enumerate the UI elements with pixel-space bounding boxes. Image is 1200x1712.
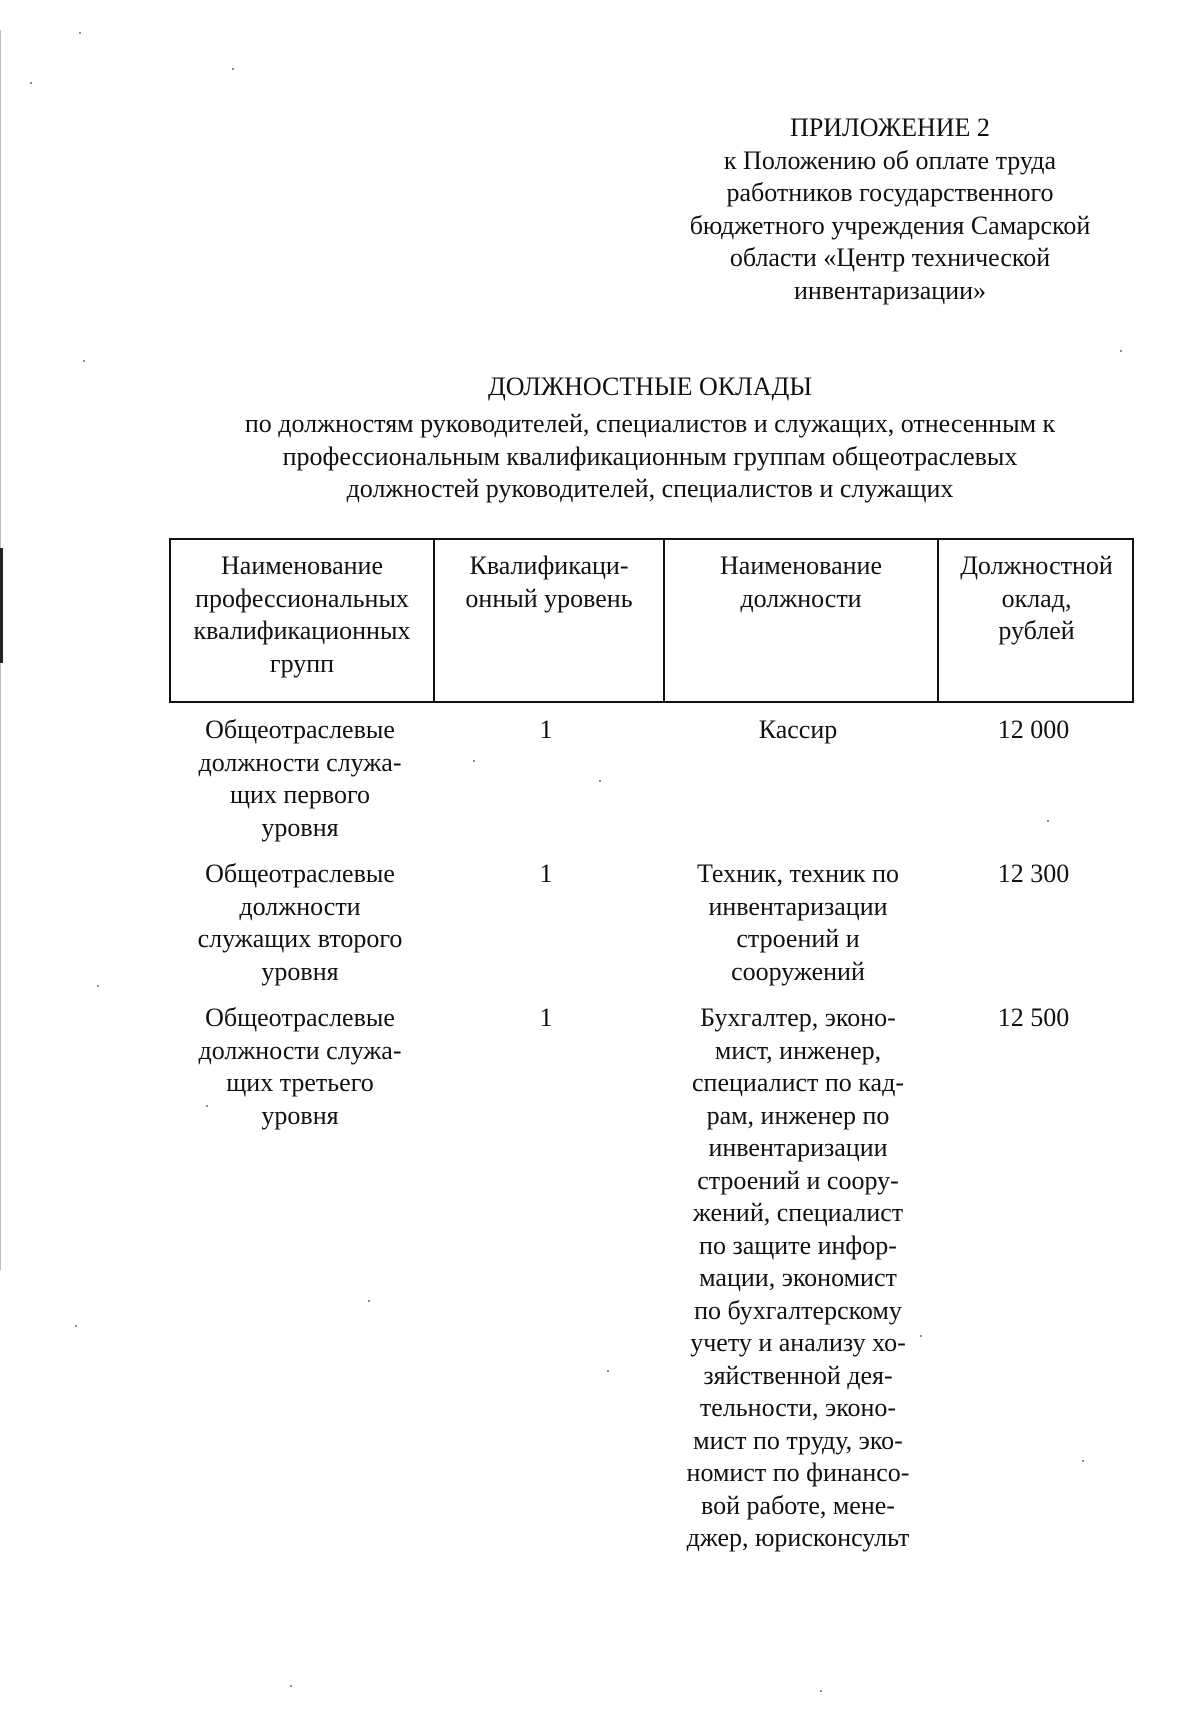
position-text: по защите инфор-	[699, 1230, 897, 1260]
position-text: жений, специалист	[692, 1198, 904, 1227]
scan-speck	[1082, 1460, 1084, 1462]
group-cell	[169, 1002, 431, 1132]
scan-speck	[232, 68, 234, 70]
position-text: специалист по кад-	[692, 1068, 904, 1097]
level-text: 1	[539, 859, 553, 888]
scan-speck	[206, 1105, 208, 1107]
salary-cell	[935, 714, 1132, 747]
position-text: Кассир	[758, 715, 838, 744]
position-text: строений и	[736, 924, 860, 953]
scan-speck	[30, 82, 32, 84]
subtitle-line: должностей руководителей, специалистов и служащих	[346, 474, 954, 503]
position-text: по бухгалтерскому	[694, 1295, 902, 1325]
group-text: Общеотраслевые	[205, 859, 395, 888]
header-text: квалификационных	[193, 616, 411, 645]
position-text: мист по труду, эко-	[693, 1425, 903, 1455]
position-text: строений и соору-	[697, 1165, 899, 1195]
group-text: должности служа-	[198, 747, 402, 777]
position-text: Техник, техник по	[697, 859, 899, 888]
group-text: должности	[239, 891, 361, 921]
header-text: рублей	[998, 616, 1075, 645]
scan-speck	[473, 760, 475, 762]
position-text: инвентаризации	[708, 891, 888, 921]
scan-speck	[920, 1335, 922, 1337]
header-cell-level	[433, 540, 663, 701]
position-text: рам, инженер по	[706, 1100, 890, 1130]
position-text: мист, инженер,	[714, 1035, 882, 1065]
level-text: 1	[539, 1003, 553, 1032]
position-text: учету и анализу хо-	[690, 1328, 906, 1357]
header-text: должности	[740, 583, 862, 613]
scan-speck	[75, 1325, 77, 1327]
subtitle-line: профессиональным квалификационным группам общеотраслевых	[282, 441, 1018, 471]
scan-speck	[607, 1370, 609, 1372]
group-text: уровня	[261, 812, 339, 842]
document-subtitle	[160, 408, 1140, 506]
level-cell	[431, 1002, 661, 1035]
document-title: ДОЛЖНОСТНЫЕ ОКЛАДЫ	[487, 372, 812, 401]
header-text: групп	[269, 648, 335, 678]
salary-cell	[935, 1002, 1132, 1035]
group-text: щих третьего	[226, 1068, 374, 1097]
header-text: онный уровень	[465, 583, 633, 613]
table-header-row	[169, 538, 1134, 703]
header-text: оклад,	[1001, 583, 1072, 613]
scan-speck	[1047, 820, 1049, 822]
group-text: щих первого	[229, 780, 370, 809]
scan-speck	[79, 32, 81, 34]
position-text: Бухгалтер, эконо-	[700, 1003, 896, 1032]
position-text: мации, экономист	[699, 1263, 897, 1292]
group-text: должности служа-	[198, 1035, 402, 1065]
group-text: служащих второго	[197, 924, 403, 953]
group-text: Общеотраслевые	[205, 715, 395, 744]
position-text: инвентаризации	[708, 1133, 888, 1162]
position-cell	[661, 714, 935, 747]
group-cell	[169, 858, 431, 988]
position-text: джер, юрисконсульт	[686, 1523, 910, 1552]
salary-table	[169, 538, 1134, 1552]
scan-speck	[1120, 350, 1122, 352]
position-cell	[661, 858, 935, 988]
level-cell	[431, 714, 661, 747]
salary-text: 12 300	[997, 859, 1070, 888]
header-text: Должностной	[960, 551, 1113, 580]
header-cell-group	[171, 540, 433, 701]
header-text: Наименование	[720, 551, 882, 580]
appendix-line: инвентаризации»	[793, 275, 987, 305]
header-text: Наименование	[221, 551, 383, 580]
scan-speck	[97, 985, 99, 987]
level-text: 1	[539, 715, 553, 744]
header-text: Квалификаци-	[469, 551, 629, 580]
scan-margin-mark	[0, 548, 3, 663]
position-text: вой работе, мене-	[701, 1490, 895, 1520]
group-text: уровня	[261, 1100, 339, 1130]
scan-speck	[368, 1300, 370, 1302]
appendix-line: ПРИЛОЖЕНИЕ 2	[790, 113, 990, 142]
appendix-line: бюджетного учреждения Самарской	[689, 210, 1091, 240]
scan-speck	[820, 1690, 822, 1692]
salary-text: 12 000	[997, 715, 1070, 744]
position-text: номист по финансо-	[686, 1458, 910, 1487]
scan-speck	[599, 780, 601, 782]
appendix-line: работников государственного	[726, 178, 1054, 207]
appendix-line: к Положению об оплате труда	[723, 145, 1057, 175]
position-text: зяйственной дея-	[703, 1360, 893, 1390]
salary-cell	[935, 858, 1132, 891]
header-cell-position	[663, 540, 937, 701]
appendix-header	[640, 112, 1140, 307]
group-text: уровня	[261, 956, 339, 986]
scan-speck	[83, 360, 85, 362]
appendix-line: области «Центр технической	[729, 243, 1051, 272]
subtitle-line: по должностям руководителей, специалистов и служащих, отнесенным к	[244, 409, 1056, 438]
header-cell-salary	[937, 540, 1134, 701]
salary-text: 12 500	[997, 1003, 1070, 1032]
position-text: сооружений	[731, 956, 865, 986]
position-text: тельности, эконо-	[699, 1393, 897, 1422]
group-text: Общеотраслевые	[205, 1003, 395, 1032]
header-text: профессиональных	[195, 583, 409, 613]
position-cell	[661, 1002, 935, 1555]
scan-speck	[290, 1685, 292, 1687]
group-cell	[169, 714, 431, 844]
level-cell	[431, 858, 661, 891]
